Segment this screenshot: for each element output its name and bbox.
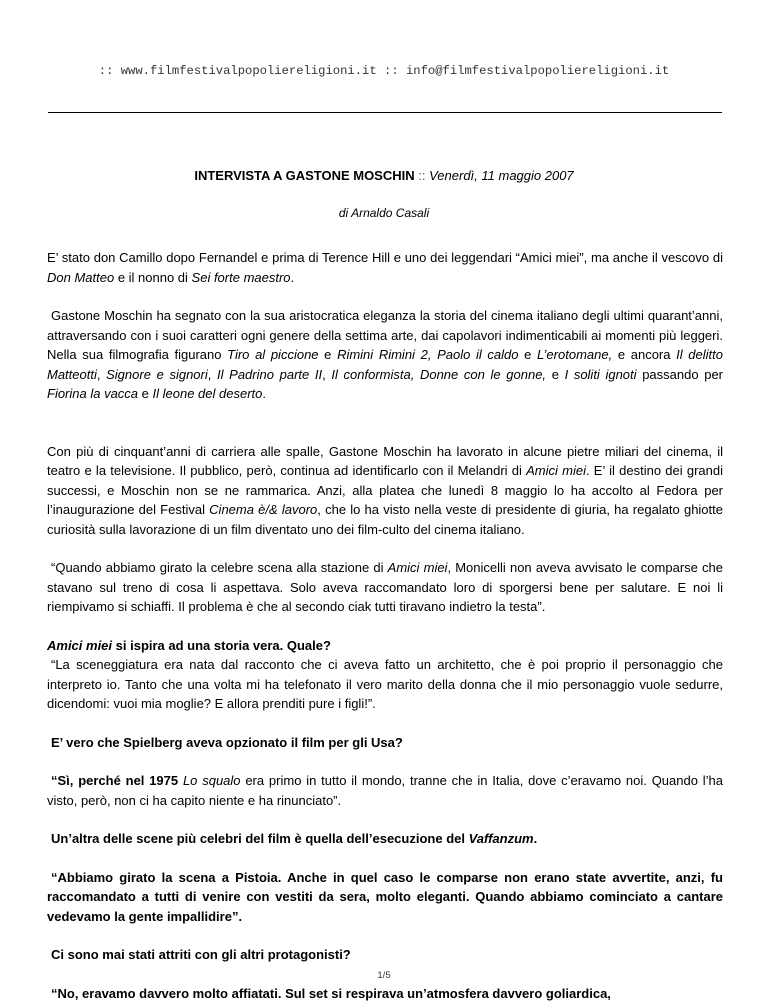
article-body [47, 248, 723, 1003]
text-span: e il nonno di [114, 270, 191, 285]
title-span: Fiorina la vacca [47, 386, 138, 401]
paragraph-filmography [47, 306, 723, 404]
title-span: Vaffanzum [469, 831, 534, 846]
text-span: passando per [637, 367, 723, 382]
title-span: Amici miei [388, 560, 448, 575]
title-span: L’erotomane, [537, 347, 612, 362]
answer-true-story: “La sceneggiatura era nata dal racconto che ci aveva fatto un architetto, che è poi proprio il personaggio che interpreto io. Tanto che una volta mi ha telefonato il vero marito della donna che il mio personaggio vuole sedurre, dicendomi: vuoi mia moglie? E allora prenditi pure i figli!”. [47, 655, 723, 714]
text-span: . [262, 386, 266, 401]
title-span: Cinema è/& lavoro [209, 502, 317, 517]
title-span: Rimini Rimini 2, [337, 347, 431, 362]
question-cast-relations: Ci sono mai stati attriti con gli altri protagonisti? [47, 945, 723, 965]
text-span: e [138, 386, 152, 401]
answer-vaffanzum: “Abbiamo girato la scena a Pistoia. Anche in quel caso le comparse non erano state avvertite, anzi, fu raccomandato a tutti di venire con vestiti da sera, molto eleganti. Quando abbiamo cominciato a cantare vedevamo la gente impallidire”. [47, 868, 723, 927]
title-span: Sei forte maestro [192, 270, 291, 285]
page-number: 1/5 [0, 970, 768, 981]
title-span: Il leone del deserto [153, 386, 263, 401]
text-span: . [291, 270, 295, 285]
title-span: Paolo il caldo [437, 347, 518, 362]
text-span: “Quando abbiamo girato la celebre scena alla stazione di [51, 560, 388, 575]
article-date: Venerdì, 11 maggio 2007 [429, 168, 574, 183]
article-byline: di Arnaldo Casali [0, 206, 768, 220]
text-span: e [519, 347, 538, 362]
text-span: , [97, 367, 106, 382]
text-span: Con più di cinquant’anni di carriera alle spalle, Gastone Moschin ha lavorato in alcune pietre miliari del cinema, il teatro e la televisione. Il pubblico, però, continua ad identificarlo con il Melandri di [47, 444, 723, 479]
question-vaffanzum [47, 829, 723, 849]
text-span: Un’altra delle scene più celebri del film è quella dell’esecuzione del [51, 831, 469, 846]
text-span: e ancora [612, 347, 676, 362]
text-span: , [322, 367, 331, 382]
title-span: Il conformista, Donne con le gonne, [331, 367, 546, 382]
text-span: si ispira ad una storia vera. Quale? [112, 638, 331, 653]
text-span: e [319, 347, 338, 362]
title-span: Signore e signori [106, 367, 208, 382]
title-span: Tiro al piccione [227, 347, 318, 362]
title-span: Il Padrino parte II [217, 367, 322, 382]
text-span: , Monicelli non aveva avvisato le comparse che stavano sul treno di cosa li aspettava. Solo aveva raccomandato loro di sporgersi bene per salutare. E noi li riempivamo si schiaffi. Il problema è che al secondo ciak tutti tiravano indietro la testa”. [47, 560, 723, 614]
text-span: era primo in tutto il mondo, tranne che in Italia, dove c’eravamo noi. Quando l’ha visto, però, non ci ha capito niente e ha rinunciato”. [47, 773, 723, 808]
article-title-line [0, 168, 768, 184]
paragraph-station-scene [47, 558, 723, 617]
text-span: , che lo ha visto nella veste di presidente di giuria, ha regalato ghiotte curiosità sulla lavorazione di un film diventato uno dei film-culto del cinema italiano. [47, 502, 723, 537]
answer-spielberg [47, 771, 723, 810]
paragraph-intro [47, 248, 723, 287]
text-span: . [534, 831, 538, 846]
header-divider [48, 112, 722, 113]
question-spielberg: E’ vero che Spielberg aveva opzionato il film per gli Usa? [47, 733, 723, 753]
text-span: . E’ il destino dei grandi successi, e Moschin non se ne rammarica. Anzi, alla platea che lunedì 8 maggio lo ha accolto al Fedora per l’inaugurazione del Festival [47, 463, 723, 517]
title-separator: :: [418, 168, 425, 183]
article-title: INTERVISTA A GASTONE MOSCHIN [194, 168, 414, 183]
question-true-story [47, 636, 723, 656]
text-span: , [208, 367, 217, 382]
text-span: Gastone Moschin ha segnato con la sua aristocratica eleganza la storia del cinema italiano degli ultimi quarant’anni, attraversando con i suoi caratteri ogni genere della settima arte, dai capolavori indimenticabili ai momenti più leggeri. Nella sua filmografia figurano [47, 308, 723, 362]
title-span: Lo squalo [183, 773, 241, 788]
title-span: I soliti ignoti [565, 367, 637, 382]
answer-cast-relations: “No, eravamo davvero molto affiatati. Sul set si respirava un’atmosfera davvero goliardica, [47, 984, 723, 1003]
title-span: Amici miei [526, 463, 586, 478]
text-span: e [546, 367, 565, 382]
site-header-links[interactable]: :: www.filmfestivalpopoliereligioni.it :: info@filmfestivalpopoliereligioni.it [0, 64, 768, 78]
paragraph-career [47, 442, 723, 540]
text-span: “Sì, perché nel 1975 [51, 773, 178, 788]
title-span: Il delitto Matteotti [47, 347, 723, 382]
text-span: E’ stato don Camillo dopo Fernandel e prima di Terence Hill e uno dei leggendari “Amici miei”, ma anche il vescovo di [47, 250, 723, 265]
title-span: Don Matteo [47, 270, 114, 285]
title-span: Amici miei [47, 638, 112, 653]
